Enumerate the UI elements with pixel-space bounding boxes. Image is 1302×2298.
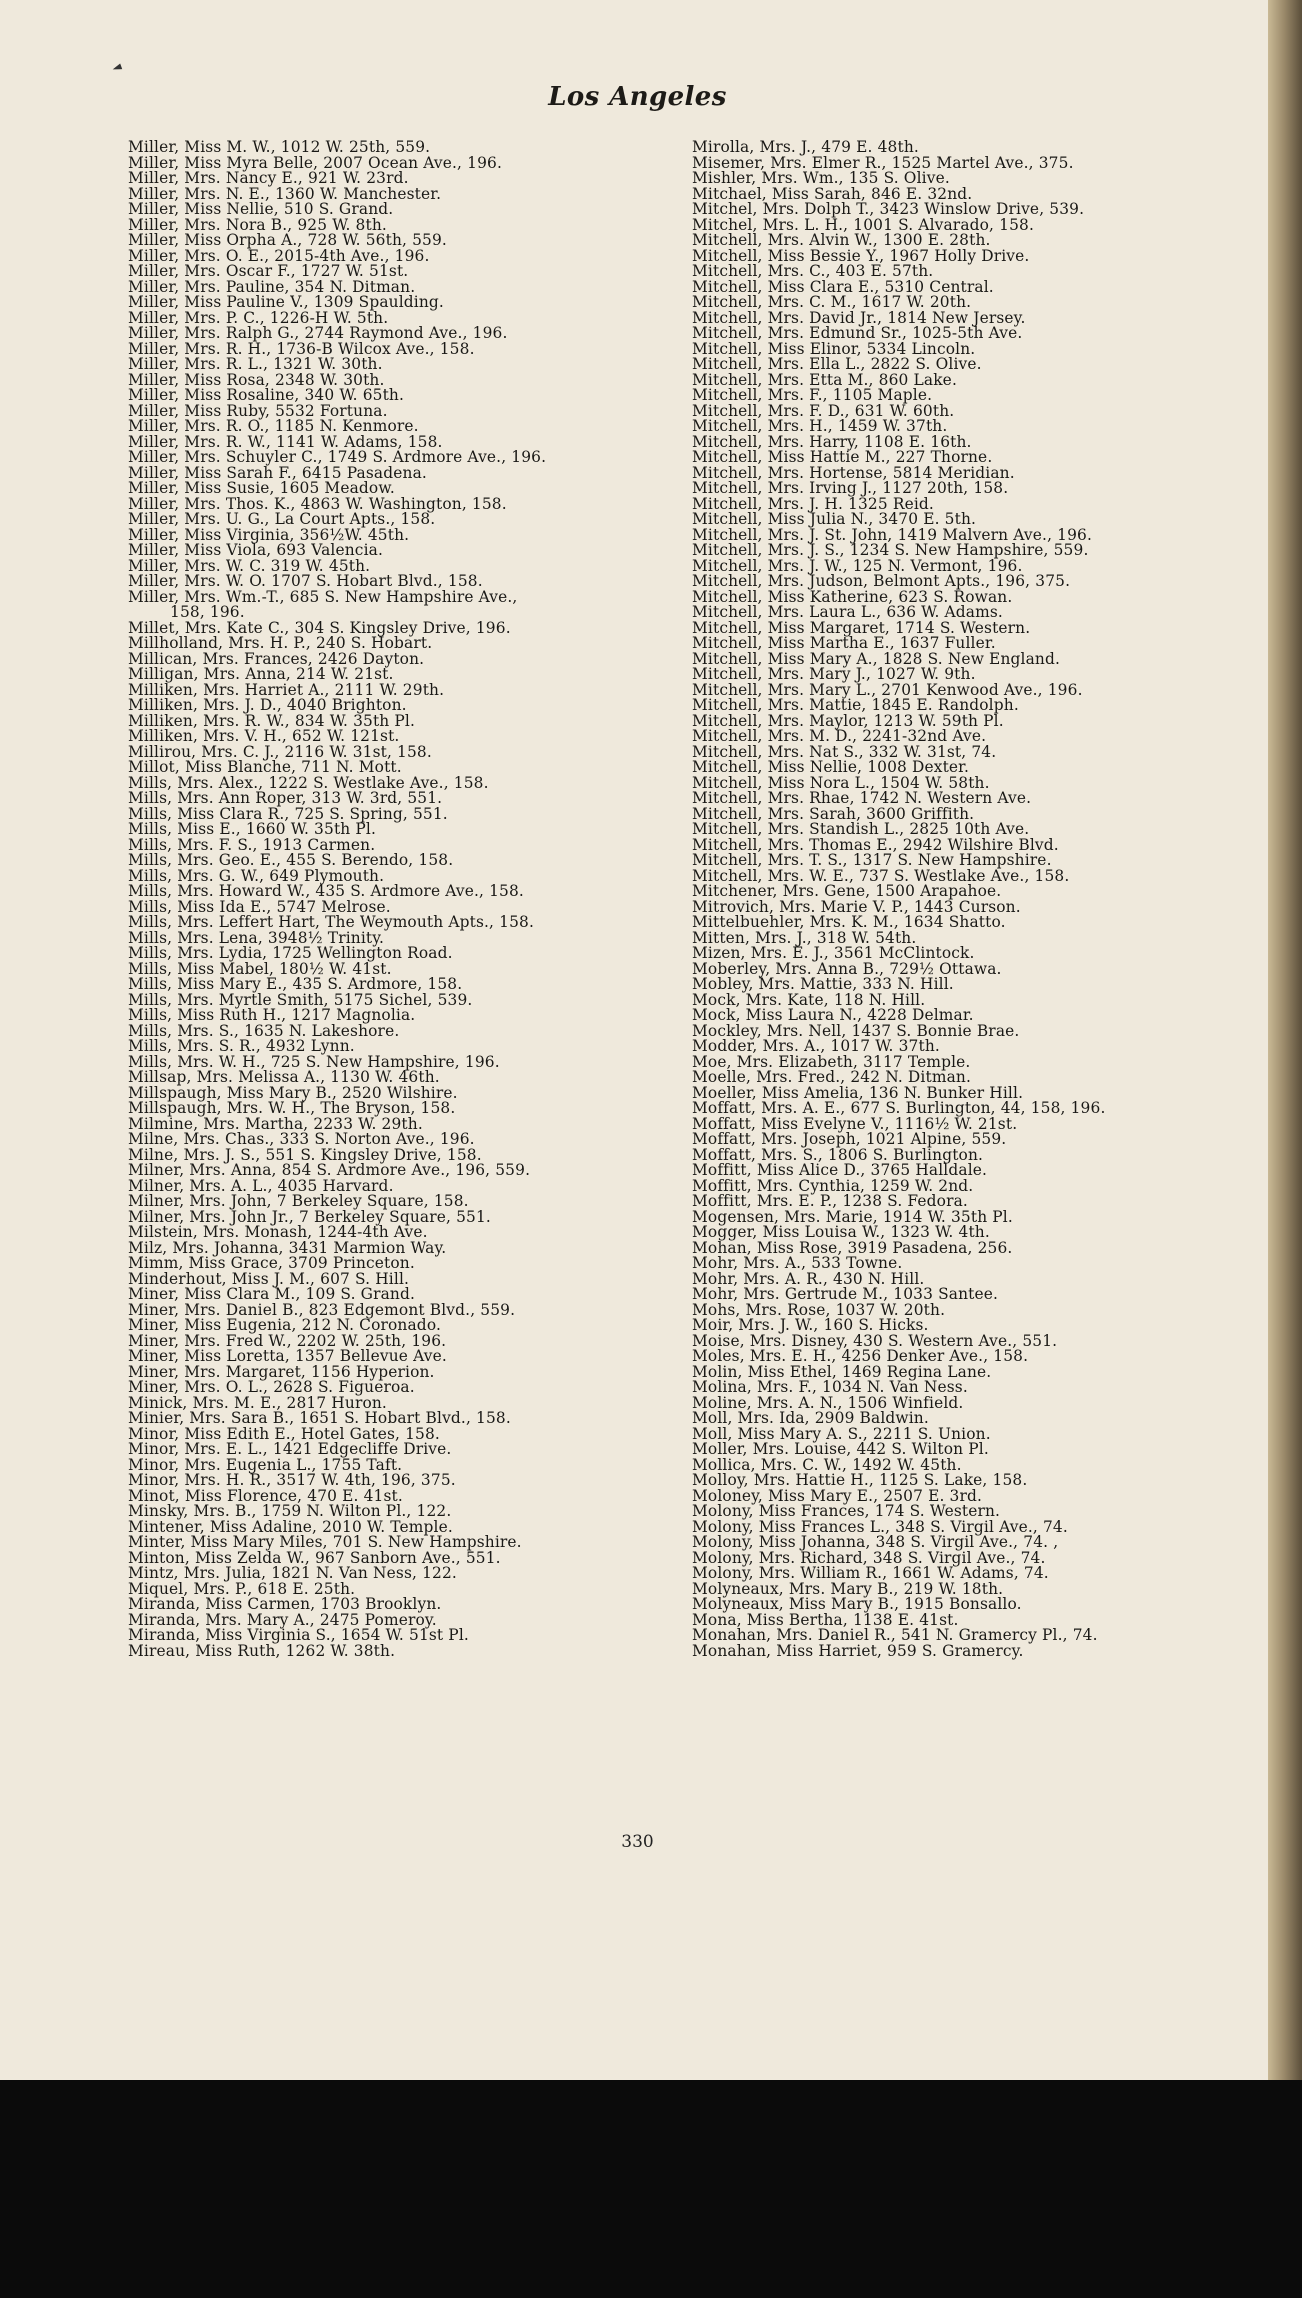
directory-entry: Minor, Miss Edith E., Hotel Gates, 158. [128,1424,440,1443]
directory-entry: Miller, Miss Myra Belle, 2007 Ocean Ave., 196. [128,153,503,172]
page-title: Los Angeles [548,82,727,112]
directory-entry: Mills, Mrs. Leffert Hart, The Weymouth Apts., 158. [128,913,534,931]
directory-entry: Miller, Miss Sarah F., 6415 Pasadena. [128,463,427,482]
directory-entry: Mitten, Mrs. J., 318 W. 54th. [692,928,917,947]
directory-entry: Mitchell, Mrs. Hortense, 5814 Meridian. [692,463,1015,482]
directory-entry: Millet, Mrs. Kate C., 304 S. Kingsley Drive, 196. [128,618,511,637]
directory-entry: Miller, Mrs. Nora B., 925 W. 8th. [128,215,387,234]
directory-entry: Misemer, Mrs. Elmer R., 1525 Martel Ave., 375. [692,153,1074,172]
directory-entry: Mohr, Mrs. Gertrude M., 1033 Santee. [692,1285,999,1303]
directory-entry: Milner, Mrs. John Jr., 7 Berkeley Square, 551. [128,1207,491,1226]
directory-entry: Mock, Mrs. Kate, 118 N. Hill. [692,990,926,1009]
directory-entry: Mireau, Miss Ruth, 1262 W. 38th. [128,1641,396,1660]
directory-entry: Mitchell, Mrs. Etta M., 860 Lake. [692,370,957,389]
directory-entry: Mills, Mrs. S. R., 4932 Lynn. [128,1037,355,1055]
directory-entry: Molony, Mrs. William R., 1661 W. Adams, 74. [692,1564,1049,1582]
directory-entry: Moline, Mrs. A. N., 1506 Winfield. [692,1393,964,1412]
directory-entry: Milligan, Mrs. Anna, 214 W. 21st. [128,665,394,683]
directory-entry: Mitchell, Mrs. F., 1105 Maple. [692,386,933,404]
directory-entry: Mishler, Mrs. Wm., 135 S. Olive. [692,169,950,187]
directory-entry: Mohan, Miss Rose, 3919 Pasadena, 256. [692,1238,1013,1257]
directory-entry: Mockley, Mrs. Nell, 1437 S. Bonnie Brae. [692,1021,1020,1040]
directory-entry: Mitchell, Mrs. Standish L., 2825 10th Ave. [692,820,1030,838]
directory-entry: Mitchell, Mrs. W. E., 737 S. Westlake Ave., 158. [692,866,1070,885]
directory-entry: Mitchell, Miss Bessie Y., 1967 Holly Drive. [692,246,1030,265]
directory-entry: Mitchell, Mrs. J. S., 1234 S. New Hampshire, 559. [692,541,1089,559]
directory-entry: Moll, Mrs. Ida, 2909 Baldwin. [692,1409,929,1427]
directory-entry: Miner, Mrs. Margaret, 1156 Hyperion. [128,1362,435,1381]
directory-entry: Mitchell, Miss Clara E., 5310 Central. [692,277,994,296]
directory-entry: Moffitt, Miss Alice D., 3765 Halldale. [692,1161,988,1179]
left-column [128,140,643,1659]
directory-entry: Mills, Mrs. Howard W., 435 S. Ardmore Ave., 158. [128,882,524,900]
directory-entry: Miller, Miss Orpha A., 728 W. 56th, 559. [128,231,447,249]
directory-entry: Mitchell, Mrs. Irving J., 1127 20th, 158. [692,479,1009,497]
directory-entry: Milne, Mrs. Chas., 333 S. Norton Ave., 196. [128,1130,475,1148]
directory-entry: Miller, Miss M. W., 1012 W. 25th, 559. [128,138,431,156]
directory-entry: Minick, Mrs. M. E., 2817 Huron. [128,1393,387,1412]
directory-entry: Mills, Miss E., 1660 W. 35th Pl. [128,820,377,838]
directory-entry: Molony, Miss Frances, 174 S. Western. [692,1502,1001,1520]
directory-entry: Miranda, Miss Virginia S., 1654 W. 51st Pl. [128,1626,469,1644]
directory-entry: Mitrovich, Mrs. Marie V. P., 1443 Curson. [692,897,1021,916]
directory-entry: Miller, Mrs. P. C., 1226-H W. 5th. [128,308,389,327]
directory-entry: Milner, Mrs. Anna, 854 S. Ardmore Ave., 196, 559. [128,1161,531,1179]
directory-entry: Miller, Mrs. U. G., La Court Apts., 158. [128,510,436,528]
directory-entry: Minderhout, Miss J. M., 607 S. Hill. [128,1269,410,1288]
directory-entry: Mogger, Miss Louisa W., 1323 W. 4th. [692,1223,990,1241]
directory-entry: Moffatt, Mrs. S., 1806 S. Burlington. [692,1145,984,1164]
directory-entry: Mogensen, Mrs. Marie, 1914 W. 35th Pl. [692,1207,1013,1226]
directory-entry: Moise, Mrs. Disney, 430 S. Western Ave., 551. [692,1331,1058,1350]
directory-entry: Minot, Miss Florence, 470 E. 41st. [128,1486,403,1505]
directory-entry: Miner, Miss Loretta, 1357 Bellevue Ave. [128,1347,447,1365]
directory-entry: Mitchell, Miss Julia N., 3470 E. 5th. [692,510,977,528]
directory-entry: Moffatt, Mrs. Joseph, 1021 Alpine, 559. [692,1130,1007,1148]
directory-entry: Moe, Mrs. Elizabeth, 3117 Temple. [692,1052,971,1071]
directory-entry: Mitchell, Mrs. Edmund Sr., 1025-5th Ave. [692,324,1023,342]
directory-entry: Miller, Miss Nellie, 510 S. Grand. [128,200,394,218]
directory-entry: Mohr, Mrs. A., 533 Towne. [692,1254,903,1272]
directory-entry: Milliken, Mrs. R. W., 834 W. 35th Pl. [128,711,416,730]
directory-entry: Moffitt, Mrs. Cynthia, 1259 W. 2nd. [692,1176,974,1195]
directory-entry: Moelle, Mrs. Fred., 242 N. Ditman. [692,1068,971,1086]
directory-entry: Moffitt, Mrs. E. P., 1238 S. Fedora. [692,1192,968,1210]
directory-entry: Mitchell, Mrs. Mary J., 1027 W. 9th. [692,665,976,683]
background-fold [0,2080,1302,2298]
directory-entry: Molony, Miss Frances L., 348 S. Virgil Ave., 74. [692,1517,1068,1536]
directory-entry: Mitchell, Mrs. C., 403 E. 57th. [692,262,934,280]
directory-entry: Millot, Miss Blanche, 711 N. Mott. [128,758,402,776]
directory-entry: Mitchell, Miss Nellie, 1008 Dexter. [692,758,970,776]
directory-entry: Miller, Mrs. R. H., 1736-B Wilcox Ave., 158. [128,339,475,358]
directory-entry: Miner, Mrs. Daniel B., 823 Edgemont Blvd., 559. [128,1300,516,1319]
directory-entry: Minor, Mrs. E. L., 1421 Edgecliffe Drive. [128,1440,452,1458]
directory-entry: Mitchell, Mrs. Mary L., 2701 Kenwood Ave., 196. [692,680,1083,699]
directory-entry: Miller, Mrs. O. E., 2015-4th Ave., 196. [128,246,430,265]
directory-entry: Minton, Miss Zelda W., 967 Sanborn Ave., 551. [128,1548,501,1567]
directory-entry: Miranda, Mrs. Mary A., 2475 Pomeroy. [128,1610,437,1629]
directory-entry: Mills, Mrs. F. S., 1913 Carmen. [128,835,376,854]
directory-entry: Miller, Miss Ruby, 5532 Fortuna. [128,401,388,420]
directory-entry: Molyneaux, Mrs. Mary B., 219 W. 18th. [692,1579,1004,1598]
directory-entry: Miller, Mrs. R. W., 1141 W. Adams, 158. [128,432,443,451]
directory-entry: Moffatt, Mrs. A. E., 677 S. Burlington, 44, 158, 196. [692,1099,1106,1117]
directory-entry: Molyneaux, Miss Mary B., 1915 Bonsallo. [692,1595,1022,1613]
directory-entry: Minor, Mrs. H. R., 3517 W. 4th, 196, 375. [128,1471,456,1489]
directory-entry: Mills, Mrs. Myrtle Smith, 5175 Sichel, 539. [128,990,473,1009]
directory-entry: Mitchell, Miss Mary A., 1828 S. New England. [692,649,1061,668]
directory-entry: Milstein, Mrs. Monash, 1244-4th Ave. [128,1223,428,1241]
directory-entry: Moll, Miss Mary A. S., 2211 S. Union. [692,1424,991,1443]
directory-entry: Milne, Mrs. J. S., 551 S. Kingsley Drive, 158. [128,1145,482,1164]
directory-entry: Mitchell, Mrs. J. H. 1325 Reid. [692,494,934,513]
directory-entry: Mobley, Mrs. Mattie, 333 N. Hill. [692,975,954,993]
directory-entry: Mitchell, Mrs. Alvin W., 1300 E. 28th. [692,231,991,249]
directory-entry: Mitchell, Mrs. Ella L., 2822 S. Olive. [692,355,982,373]
directory-entry: Mitchell, Mrs. David Jr., 1814 New Jersey. [692,308,1026,327]
directory-entry: Moloney, Miss Mary E., 2507 E. 3rd. [692,1486,983,1505]
directory-entry: Moles, Mrs. E. H., 4256 Denker Ave., 158. [692,1347,1029,1365]
directory-entry: Miller, Miss Susie, 1605 Meadow. [128,479,395,497]
directory-entry: Millsap, Mrs. Melissa A., 1130 W. 46th. [128,1068,440,1086]
directory-entry: Mills, Mrs. G. W., 649 Plymouth. [128,866,385,885]
directory-entry: Miller, Mrs. R. O., 1185 N. Kenmore. [128,417,419,435]
directory-entry: Mitchell, Mrs. M. D., 2241-32nd Ave. [692,727,987,745]
directory-entry: Mizen, Mrs. E. J., 3561 McClintock. [692,944,975,962]
directory-entry: Mills, Miss Mary E., 435 S. Ardmore, 158. [128,975,463,993]
directory-entry: Mitchel, Mrs. Dolph T., 3423 Winslow Drive, 539. [692,200,1085,218]
directory-entry: Mitchell, Mrs. Rhae, 1742 N. Western Ave. [692,789,1032,807]
directory-entry: Mills, Mrs. Ann Roper, 313 W. 3rd, 551. [128,789,443,807]
directory-entry: Mintener, Miss Adaline, 2010 W. Temple. [128,1517,453,1536]
right-column [692,140,1262,1659]
directory-entry: Mitchell, Miss Hattie M., 227 Thorne. [692,448,993,466]
directory-entry: Miller, Miss Rosaline, 340 W. 65th. [128,386,405,404]
directory-entry: Miller, Mrs. W. O. 1707 S. Hobart Blvd., 158. [128,572,483,590]
directory-entry: Moffatt, Miss Evelyne V., 1116½ W. 21st. [692,1114,1018,1133]
directory-entry: Minier, Mrs. Sara B., 1651 S. Hobart Blvd., 158. [128,1409,511,1427]
directory-entry: Mitchell, Mrs. J. W., 125 N. Vermont, 196. [692,556,1023,575]
directory-entry: Minor, Mrs. Eugenia L., 1755 Taft. [128,1455,403,1474]
directory-entry: Mintz, Mrs. Julia, 1821 N. Van Ness, 122. [128,1564,457,1582]
directory-entry: Miller, Mrs. R. L., 1321 W. 30th. [128,355,383,373]
directory-entry: Molina, Mrs. F., 1034 N. Van Ness. [692,1378,968,1396]
directory-entry: Milliken, Mrs. J. D., 4040 Brighton. [128,696,407,714]
directory-entry: Milmine, Mrs. Martha, 2233 W. 29th. [128,1114,423,1133]
directory-entry: Mitchell, Miss Margaret, 1714 S. Western. [692,618,1031,637]
directory-entry: Mohs, Mrs. Rose, 1037 W. 20th. [692,1300,946,1319]
directory-entry: Miller, Miss Rosa, 2348 W. 30th. [128,370,385,389]
directory-entry: Mills, Mrs. W. H., 725 S. New Hampshire, 196. [128,1052,500,1071]
directory-entry: Mitchell, Mrs. T. S., 1317 S. New Hampshire. [692,851,1052,869]
directory-entry: Monahan, Mrs. Daniel R., 541 N. Gramercy Pl., 74. [692,1626,1098,1644]
directory-entry: Mitchell, Miss Martha E., 1637 Fuller. [692,634,996,652]
directory-entry: Mills, Miss Mabel, 180½ W. 41st. [128,959,392,978]
directory-entry: Mills, Mrs. Lena, 3948½ Trinity. [128,928,385,947]
directory-entry: Miner, Mrs. O. L., 2628 S. Figueroa. [128,1378,415,1396]
directory-entry: Millspaugh, Mrs. W. H., The Bryson, 158. [128,1099,456,1117]
directory-entry: Miner, Miss Clara M., 109 S. Grand. [128,1285,416,1303]
directory-entry: Mohr, Mrs. A. R., 430 N. Hill. [692,1269,925,1288]
directory-entry: Mona, Miss Bertha, 1138 E. 41st. [692,1610,959,1629]
directory-entry: Miller, Miss Viola, 693 Valencia. [128,541,384,559]
directory-entry: Molloy, Mrs. Hattie H., 1125 S. Lake, 158. [692,1471,1028,1489]
directory-entry: Milliken, Mrs. V. H., 652 W. 121st. [128,727,400,745]
directory-entry: Mitchell, Mrs. Nat S., 332 W. 31st, 74. [692,742,997,761]
directory-entry: Mills, Mrs. Lydia, 1725 Wellington Road. [128,944,453,962]
directory-entry: Mitchell, Mrs. Laura L., 636 W. Adams. [692,603,1003,621]
directory-entry: Mitchell, Miss Nora L., 1504 W. 58th. [692,773,990,792]
directory-entry: Miller, Mrs. Schuyler C., 1749 S. Ardmore Ave., 196. [128,448,547,466]
directory-entry: 158, 196. [170,603,245,621]
directory-entry: Mills, Mrs. S., 1635 N. Lakeshore. [128,1021,400,1040]
directory-entry: Moller, Mrs. Louise, 442 S. Wilton Pl. [692,1440,989,1458]
directory-entry: Mitchell, Mrs. C. M., 1617 W. 20th. [692,293,972,311]
directory-entry: Mitchell, Mrs. Sarah, 3600 Griffith. [692,804,975,823]
corner-mark-icon: ◄ [109,58,124,76]
directory-entry: Miller, Mrs. Wm.-T., 685 S. New Hampshire Ave., [128,587,518,606]
directory-entry: Minter, Miss Mary Miles, 701 S. New Hampshire. [128,1533,522,1551]
directory-entry: Minsky, Mrs. B., 1759 N. Wilton Pl., 122. [128,1502,452,1520]
directory-entry: Mitchener, Mrs. Gene, 1500 Arapahoe. [692,882,1002,900]
directory-entry: Miller, Mrs. Nancy E., 921 W. 23rd. [128,169,409,187]
directory-entry: Miller, Mrs. Thos. K., 4863 W. Washington, 158. [128,494,507,513]
directory-entry: Miller, Mrs. Ralph G., 2744 Raymond Ave., 196. [128,324,508,342]
directory-entry: Miranda, Miss Carmen, 1703 Brooklyn. [128,1595,442,1613]
directory-entry: Milner, Mrs. John, 7 Berkeley Square, 158. [128,1192,469,1210]
directory-entry: Molony, Miss Johanna, 348 S. Virgil Ave., 74. , [692,1533,1059,1551]
directory-entry: Millspaugh, Miss Mary B., 2520 Wilshire. [128,1083,458,1102]
directory-entry: Moeller, Miss Amelia, 136 N. Bunker Hill. [692,1083,1024,1102]
directory-entry: Millholland, Mrs. H. P., 240 S. Hobart. [128,634,433,652]
directory-entry: Miner, Miss Eugenia, 212 N. Coronado. [128,1316,441,1334]
directory-entry: Milner, Mrs. A. L., 4035 Harvard. [128,1176,394,1195]
directory-entry: Mitchell, Miss Elinor, 5334 Lincoln. [692,339,976,358]
directory-entry: Mills, Miss Ruth H., 1217 Magnolia. [128,1006,416,1024]
directory-entry: Mills, Miss Ida E., 5747 Melrose. [128,897,391,916]
directory-entry: Millican, Mrs. Frances, 2426 Dayton. [128,649,425,668]
directory-entry: Miller, Miss Virginia, 356½W. 45th. [128,525,410,544]
directory-entry: Mitchell, Mrs. J. St. John, 1419 Malvern Ave., 196. [692,525,1093,544]
directory-entry: Mock, Miss Laura N., 4228 Delmar. [692,1006,974,1024]
directory-entry: Monahan, Miss Harriet, 959 S. Gramercy. [692,1641,1024,1660]
directory-entry: Molony, Mrs. Richard, 348 S. Virgil Ave., 74. [692,1548,1046,1567]
directory-entry: Miller, Mrs. N. E., 1360 W. Manchester. [128,184,442,203]
directory-entry: Mitchell, Mrs. F. D., 631 W. 60th. [692,401,955,420]
directory-entry: Miller, Mrs. W. C. 319 W. 45th. [128,556,371,575]
directory-entry: Mills, Miss Clara R., 725 S. Spring, 551. [128,804,448,823]
directory-entry: Mitchell, Mrs. Mattie, 1845 E. Randolph. [692,696,1019,714]
directory-entry: Mittelbuehler, Mrs. K. M., 1634 Shatto. [692,913,1006,931]
directory-entry: Miner, Mrs. Fred W., 2202 W. 25th, 196. [128,1331,447,1350]
directory-entry: Mitchael, Miss Sarah, 846 E. 32nd. [692,184,973,203]
directory-entry: Moir, Mrs. J. W., 160 S. Hicks. [692,1316,929,1334]
directory-entry: Molin, Miss Ethel, 1469 Regina Lane. [692,1362,992,1381]
directory-entry: Miller, Mrs. Pauline, 354 N. Ditman. [128,277,416,296]
directory-entry: Mitchell, Mrs. Maylor, 1213 W. 59th Pl. [692,711,1004,730]
directory-entry: Mills, Mrs. Alex., 1222 S. Westlake Ave., 158. [128,773,489,792]
directory-entry: Mirolla, Mrs. J., 479 E. 48th. [692,138,919,156]
book-gutter [1268,0,1302,2100]
directory-entry: Moberley, Mrs. Anna B., 729½ Ottawa. [692,959,1002,978]
directory-entry: Mollica, Mrs. C. W., 1492 W. 45th. [692,1455,962,1474]
directory-entry: Miller, Miss Pauline V., 1309 Spaulding. [128,293,444,311]
directory-entry: Mitchell, Mrs. H., 1459 W. 37th. [692,417,948,435]
directory-entry: Miller, Mrs. Oscar F., 1727 W. 51st. [128,262,409,280]
directory-entry: Mitchell, Miss Katherine, 623 S. Rowan. [692,587,1013,606]
directory-entry: Mitchell, Mrs. Thomas E., 2942 Wilshire Blvd. [692,835,1059,854]
directory-entry: Mills, Mrs. Geo. E., 455 S. Berendo, 158. [128,851,454,869]
directory-entry: Modder, Mrs. A., 1017 W. 37th. [692,1037,940,1055]
directory-entry: Milz, Mrs. Johanna, 3431 Marmion Way. [128,1238,447,1257]
directory-entry: Miquel, Mrs. P., 618 E. 25th. [128,1579,356,1598]
page-number: 330 [621,1832,654,1852]
directory-entry: Mitchell, Mrs. Judson, Belmont Apts., 196, 375. [692,572,1071,590]
directory-entry: Mitchell, Mrs. Harry, 1108 E. 16th. [692,432,972,451]
directory-entry: Mimm, Miss Grace, 3709 Princeton. [128,1254,415,1272]
directory-entry: Milliken, Mrs. Harriet A., 2111 W. 29th. [128,680,445,699]
directory-entry: Mitchel, Mrs. L. H., 1001 S. Alvarado, 158. [692,215,1035,234]
directory-entry: Millirou, Mrs. C. J., 2116 W. 31st, 158. [128,742,432,761]
